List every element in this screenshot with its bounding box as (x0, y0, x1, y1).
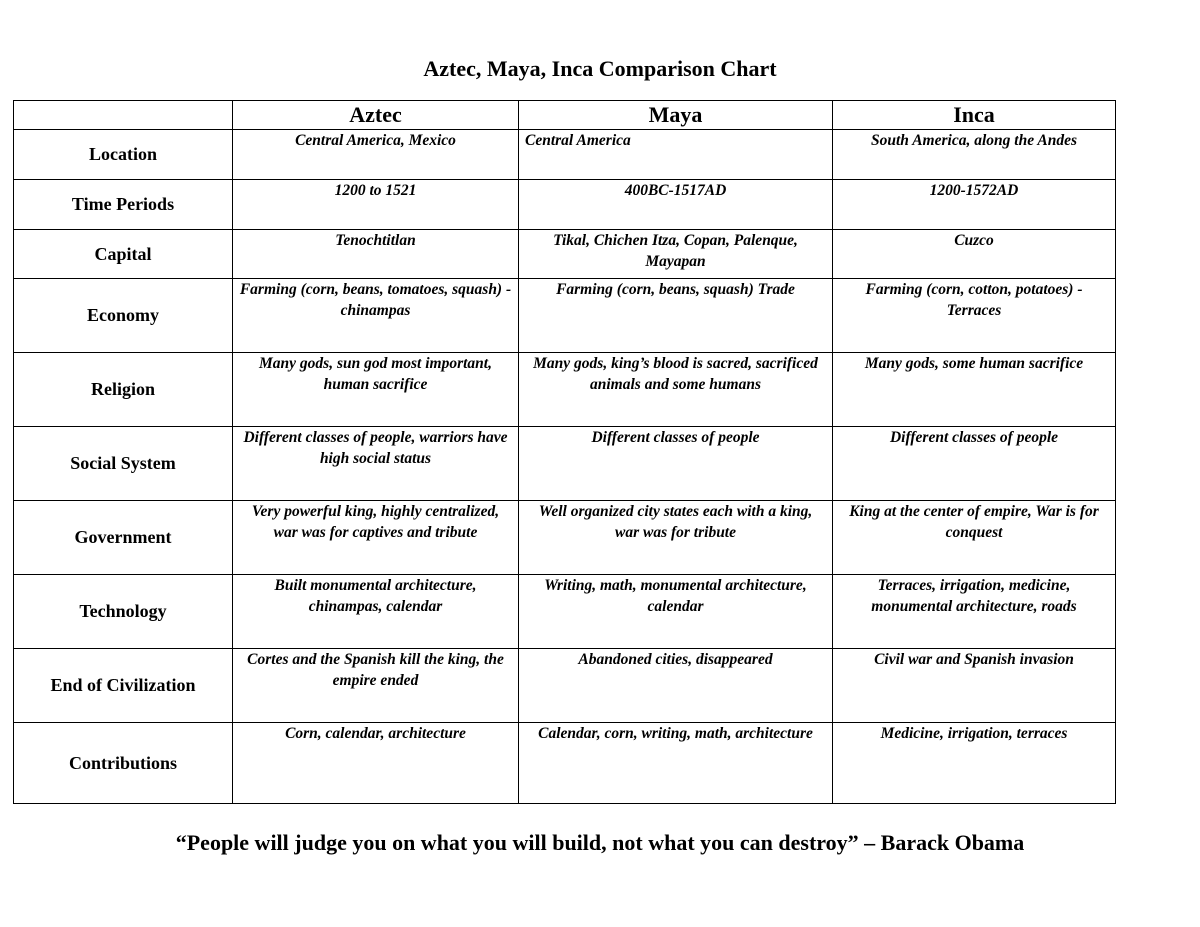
cell-maya: Farming (corn, beans, squash) Trade (519, 279, 833, 353)
row-label: Government (14, 501, 233, 575)
row-label: Religion (14, 353, 233, 427)
cell-aztec: Very powerful king, highly centralized, war was for captives and tribute (233, 501, 519, 575)
comparison-table (13, 100, 1116, 804)
table-row-economy (14, 279, 1116, 353)
cell-maya: Writing, math, monumental architecture, calendar (519, 575, 833, 649)
table-row-religion (14, 353, 1116, 427)
cell-inca: Civil war and Spanish invasion (833, 649, 1116, 723)
cell-aztec: 1200 to 1521 (233, 180, 519, 230)
header-cell-maya: Maya (519, 101, 833, 130)
cell-maya: Well organized city states each with a king, war was for tribute (519, 501, 833, 575)
table-row-time-periods (14, 180, 1116, 230)
row-label: Capital (14, 230, 233, 279)
cell-inca: Cuzco (833, 230, 1116, 279)
cell-inca: Farming (corn, cotton, potatoes) - Terraces (833, 279, 1116, 353)
cell-aztec: Cortes and the Spanish kill the king, the empire ended (233, 649, 519, 723)
cell-aztec: Many gods, sun god most important, human sacrifice (233, 353, 519, 427)
cell-aztec: Central America, Mexico (233, 130, 519, 180)
cell-aztec: Corn, calendar, architecture (233, 723, 519, 804)
row-label: Location (14, 130, 233, 180)
cell-inca: Different classes of people (833, 427, 1116, 501)
quote-text: “People will judge you on what you will build, not what you can destroy” – Barack Obama (175, 830, 1025, 855)
table-row-end-of-civilization (14, 649, 1116, 723)
table-row-social-system (14, 427, 1116, 501)
header-row (14, 101, 1116, 130)
cell-inca: 1200-1572AD (833, 180, 1116, 230)
header-cell-empty (14, 101, 233, 130)
row-label: End of Civilization (14, 649, 233, 723)
cell-inca: Medicine, irrigation, terraces (833, 723, 1116, 804)
table-row-location (14, 130, 1116, 180)
cell-inca: Many gods, some human sacrifice (833, 353, 1116, 427)
table-row-technology (14, 575, 1116, 649)
table-row-government (14, 501, 1116, 575)
cell-aztec: Farming (corn, beans, tomatoes, squash) - chinampas (233, 279, 519, 353)
table-row-contributions (14, 723, 1116, 804)
cell-maya: 400BC-1517AD (519, 180, 833, 230)
cell-inca: King at the center of empire, War is for conquest (833, 501, 1116, 575)
cell-inca: South America, along the Andes (833, 130, 1116, 180)
row-label: Economy (14, 279, 233, 353)
row-label: Technology (14, 575, 233, 649)
row-label: Contributions (14, 723, 233, 804)
cell-maya: Tikal, Chichen Itza, Copan, Palenque, Mayapan (519, 230, 833, 279)
row-label: Social System (14, 427, 233, 501)
cell-inca: Terraces, irrigation, medicine, monumental architecture, roads (833, 575, 1116, 649)
cell-maya: Central America (519, 130, 833, 180)
row-label: Time Periods (14, 180, 233, 230)
document-title: Aztec, Maya, Inca Comparison Chart (423, 56, 777, 81)
cell-maya: Calendar, corn, writing, math, architecture (519, 723, 833, 804)
cell-maya: Different classes of people (519, 427, 833, 501)
header-cell-inca: Inca (833, 101, 1116, 130)
cell-aztec: Different classes of people, warriors have high social status (233, 427, 519, 501)
cell-maya: Abandoned cities, disappeared (519, 649, 833, 723)
cell-maya: Many gods, king’s blood is sacred, sacrificed animals and some humans (519, 353, 833, 427)
table-row-capital (14, 230, 1116, 279)
cell-aztec: Built monumental architecture, chinampas, calendar (233, 575, 519, 649)
header-cell-aztec: Aztec (233, 101, 519, 130)
cell-aztec: Tenochtitlan (233, 230, 519, 279)
